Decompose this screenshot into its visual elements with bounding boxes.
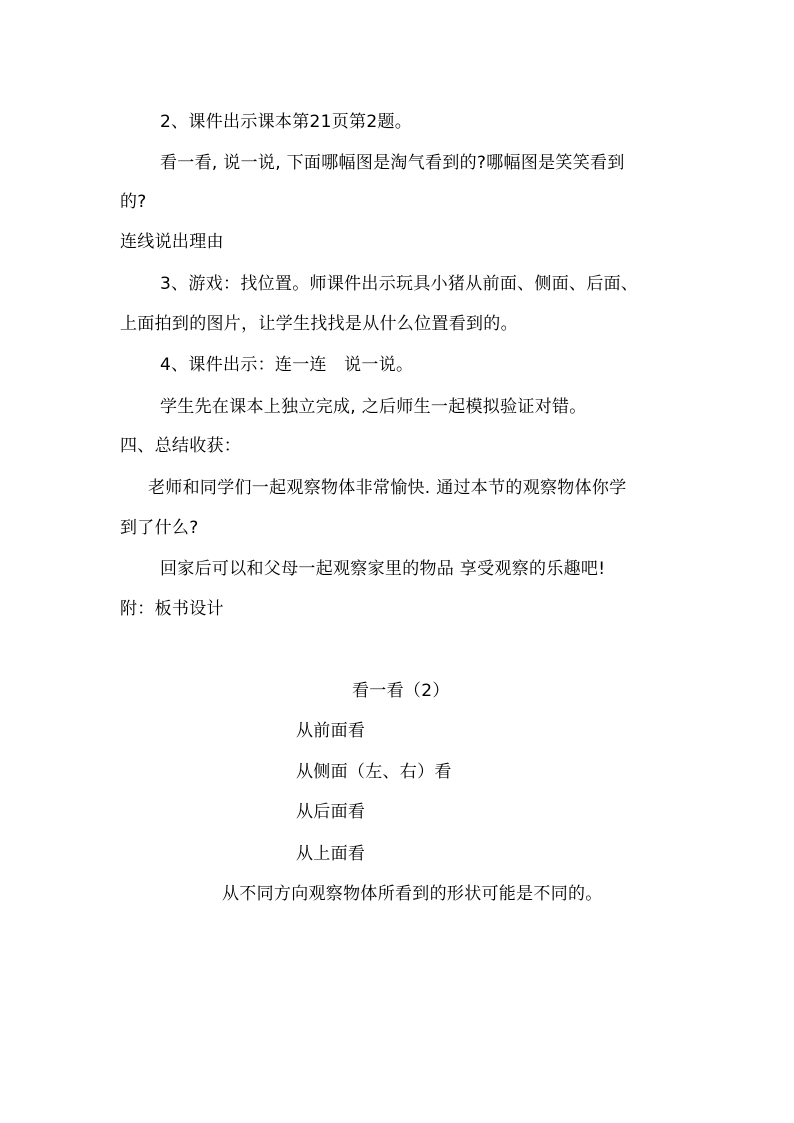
paragraph-game-line2: 上面拍到的图片，让学生找找是从什么位置看到的。: [120, 314, 518, 334]
paragraph-courseware-connect: 4、课件出示：连一连 说一说。: [160, 355, 414, 375]
paragraph-connect-reason: 连线说出理由: [120, 232, 224, 252]
paragraph-look-and-say-line1: 看一看, 说一说, 下面哪幅图是淘气看到的?哪幅图是笑笑看到: [160, 153, 625, 173]
paragraph-home-observe: 回家后可以和父母一起观察家里的物品 享受观察的乐趣吧!: [160, 559, 606, 579]
paragraph-summary-line2: 到了什么?: [120, 518, 199, 538]
board-title: 看一看（2）: [352, 681, 450, 701]
paragraph-summary-line1: 老师和同学们一起观察物体非常愉快. 通过本节的观察物体你学: [148, 478, 627, 498]
paragraph-game-line1: 3、游戏：找位置。师课件出示玩具小猪从前面、侧面、后面、: [160, 274, 639, 294]
paragraph-students-complete: 学生先在课本上独立完成, 之后师生一起模拟验证对错。: [160, 397, 587, 417]
section-heading-summary: 四、总结收获：: [120, 436, 242, 456]
paragraph-courseware-page21: 2、课件出示课本第21页第2题。: [160, 112, 413, 132]
paragraph-look-and-say-line2: 的?: [120, 192, 147, 212]
board-item-front: 从前面看: [296, 721, 366, 741]
board-item-back: 从后面看: [296, 802, 366, 822]
board-conclusion: 从不同方向观察物体所看到的形状可能是不同的。: [222, 884, 603, 904]
section-heading-board-design: 附：板书设计: [120, 599, 224, 619]
board-item-top: 从上面看: [296, 844, 366, 864]
board-item-side: 从侧面（左、右）看: [296, 762, 452, 782]
